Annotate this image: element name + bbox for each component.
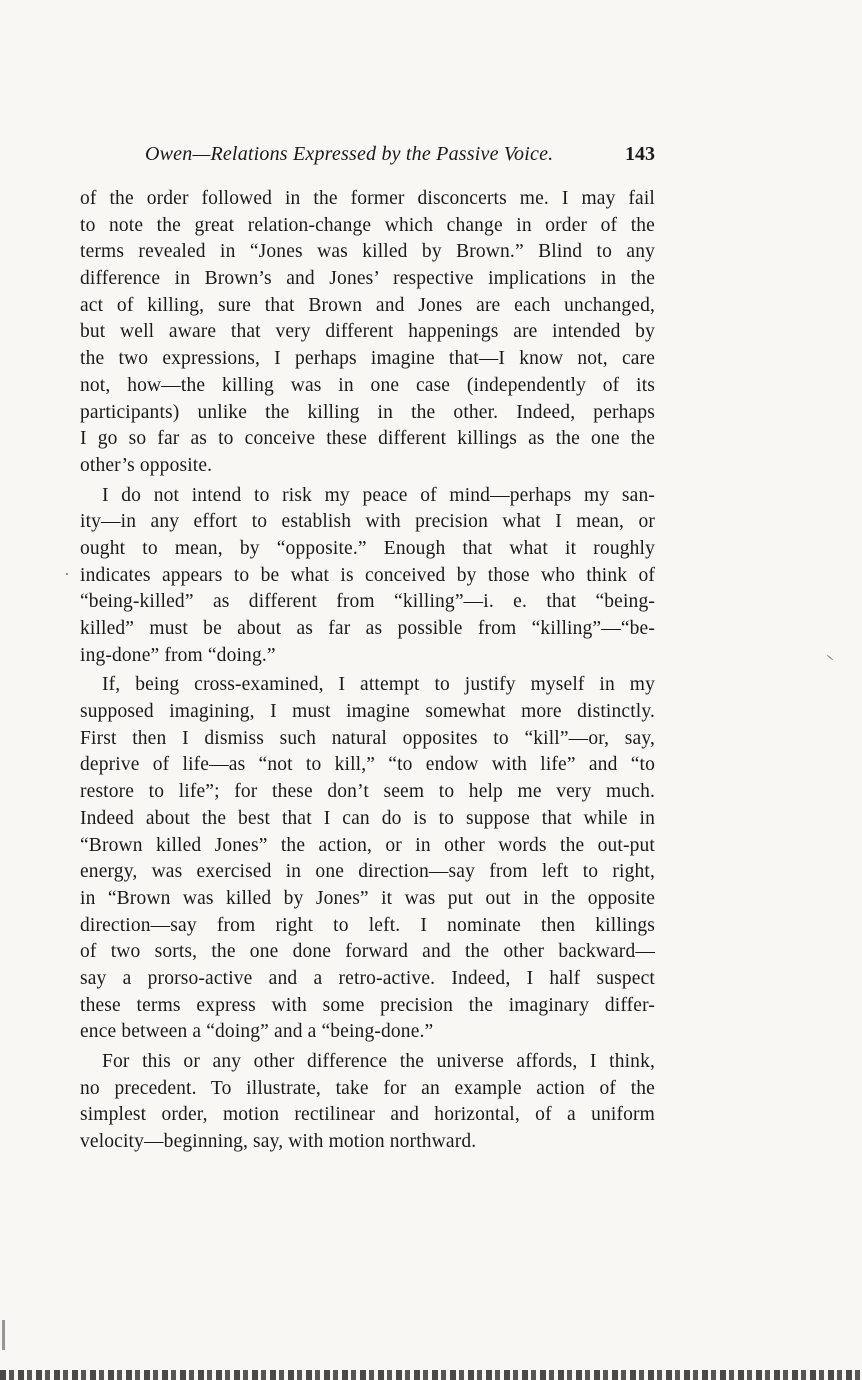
paragraph-2 <box>80 483 655 670</box>
text-line: First then I dismiss such natural opposites to “kill”—or, say, <box>80 727 655 749</box>
text-line: other’s opposite. <box>80 454 213 476</box>
text-line: velocity—beginning, say, with motion northward. <box>80 1131 477 1153</box>
text-line: to note the great relation-change which change in order of the <box>80 214 655 236</box>
paragraph-3 <box>80 672 655 1046</box>
text-line: direction—say from right to left. I nominate then killings <box>80 914 655 936</box>
text-line: Indeed about the best that I can do is to suppose that while in <box>80 807 655 829</box>
text-line: simplest order, motion rectilinear and horizontal, of a uniform <box>80 1104 655 1126</box>
text-line: killed” must be about as far as possible from “killing”—“be- <box>80 618 655 639</box>
text-line: ence between a “doing” and a “being-done.” <box>80 1021 434 1043</box>
text-line: act of killing, sure that Brown and Jones are each unchanged, <box>80 294 655 316</box>
text-line: restore to life”; for these don’t seem to help me very much. <box>80 781 655 803</box>
body-text <box>80 186 655 1156</box>
text-line: terms revealed in “Jones was killed by Brown.” Blind to any <box>80 241 655 263</box>
paragraph-1 <box>80 186 655 480</box>
text-line: ing-done” from “doing.” <box>80 644 276 666</box>
text-line: of the order followed in the former disconcerts me. I may fail <box>80 188 655 209</box>
ink-speck <box>827 655 834 661</box>
text-line: “Brown killed Jones” the action, or in other words the out-put <box>80 834 655 856</box>
text-line: I go so far as to conceive these different killings as the one the <box>80 428 655 450</box>
text-line: difference in Brown’s and Jones’ respective implications in the <box>80 268 655 290</box>
text-line: participants) unlike the killing in the other. Indeed, perhaps <box>80 401 655 423</box>
text-line: of two sorts, the one done forward and the other backward— <box>80 941 655 963</box>
running-title: Owen—Relations Expressed by the Passive Voice. <box>145 143 554 165</box>
ink-speck <box>66 573 68 575</box>
text-line: deprive of life—as “not to kill,” “to endow with life” and “to <box>80 754 655 776</box>
text-line: For this or any other difference the universe affords, I think, <box>102 1051 655 1072</box>
torn-bottom-edge <box>0 1370 862 1380</box>
text-line: I do not intend to risk my peace of mind—perhaps my san- <box>102 484 655 506</box>
paragraph-4 <box>80 1049 655 1156</box>
text-line: but well aware that very different happenings are intended by <box>80 321 655 343</box>
text-line: these terms express with some precision the imaginary differ- <box>80 994 655 1016</box>
text-line: say a prorso-active and a retro-active. Indeed, I half suspect <box>80 967 655 989</box>
text-line: not, how—the killing was in one case (independently of its <box>80 374 655 396</box>
text-line: ought to mean, by “opposite.” Enough that what it roughly <box>80 537 655 559</box>
text-line: the two expressions, I perhaps imagine that—I know not, care <box>80 348 655 370</box>
text-line: ity—in any effort to establish with precision what I mean, or <box>80 511 655 533</box>
page-number: 143 <box>625 143 655 165</box>
text-line: energy, was exercised in one direction—say from left to right, <box>80 861 655 883</box>
text-line: If, being cross-examined, I attempt to justify myself in my <box>102 674 655 696</box>
text-line: in “Brown was killed by Jones” it was put out in the opposite <box>80 887 655 909</box>
page-edge-mark <box>2 1320 5 1350</box>
text-line: indicates appears to be what is conceived by those who think of <box>80 564 655 586</box>
text-line: no precedent. To illustrate, take for an example action of the <box>80 1077 655 1099</box>
text-line: “being-killed” as different from “killing”—i. e. that “being- <box>80 591 655 613</box>
running-head <box>145 141 655 167</box>
text-line: supposed imagining, I must imagine somewhat more distinctly. <box>80 701 655 723</box>
